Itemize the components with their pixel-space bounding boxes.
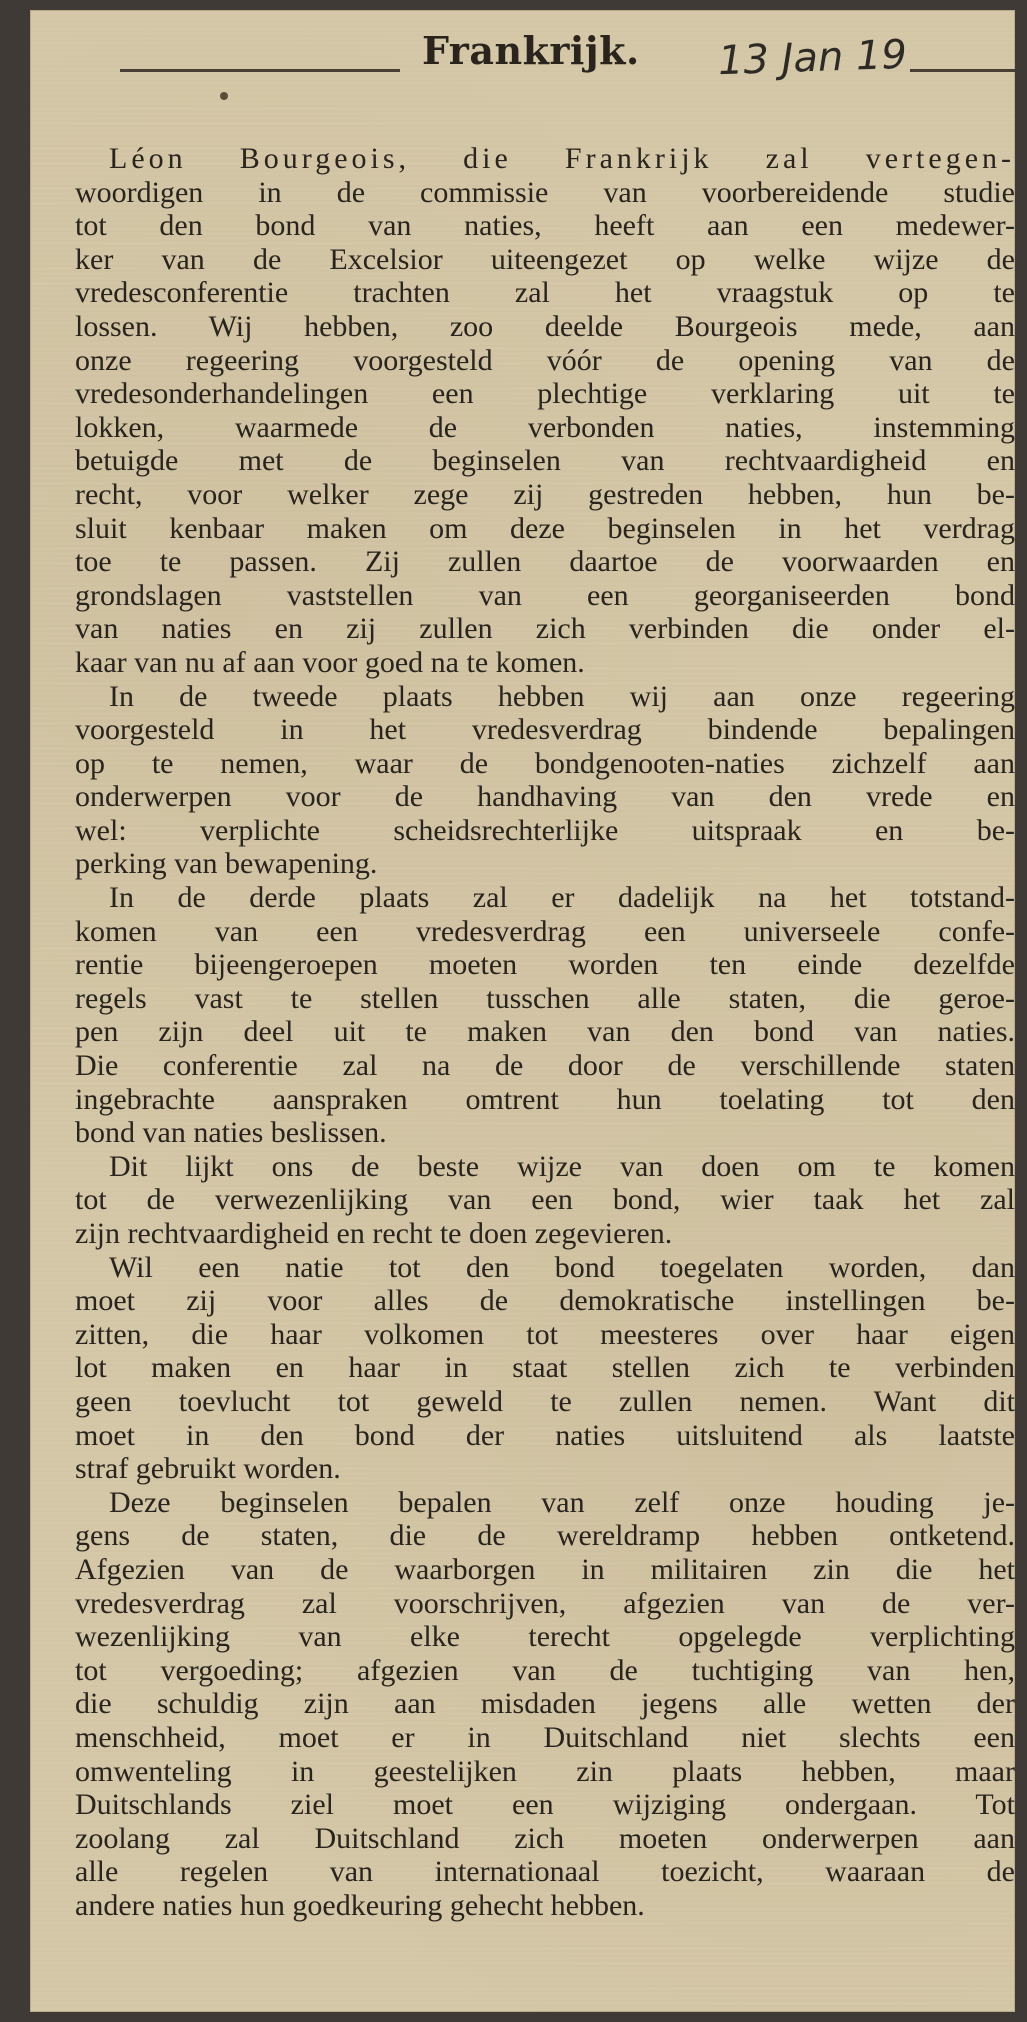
- article-line: Dit lijkt ons de beste wijze van doen om te komen: [109, 1149, 1015, 1183]
- article-line: Wil een natie tot den bond toegelaten worden, dan: [109, 1250, 1015, 1284]
- ink-spot: [220, 92, 228, 100]
- article-line: op te nemen, waar de bondgenooten-naties zichzelf aan: [75, 746, 1015, 780]
- article-line: kaar van nu af aan voor goed na te komen.: [75, 645, 585, 679]
- article-line: Léon Bourgeois, die Frankrijk zal vertegen-: [109, 142, 1015, 175]
- article-line: zijn rechtvaardigheid en recht te doen zegevieren.: [75, 1217, 673, 1250]
- handwritten-date: 13 Jan 19: [717, 31, 908, 85]
- article-line: vredesconferentie trachten zal het vraagstuk op te: [75, 276, 1015, 310]
- newspaper-clipping: [30, 10, 1015, 2012]
- article-line: ingebrachte aanspraken omtrent hun toelating tot den: [75, 1082, 1015, 1116]
- article-line: betuigde met de beginselen van rechtvaardigheid en: [75, 444, 1015, 478]
- article-line: omwenteling in geestelijken zin plaats hebben, maar: [75, 1754, 1015, 1788]
- header-rule-left: [120, 69, 400, 72]
- article-line: ker van de Excelsior uiteengezet op welke wijze de: [75, 242, 1015, 276]
- article-line: regels vast te stellen tusschen alle staten, die geroe-: [75, 981, 1015, 1015]
- article-line: komen van een vredesverdrag een universeele confe-: [75, 914, 1015, 948]
- article-line: moet in den bond der naties uitsluitend als laatste: [75, 1418, 1015, 1452]
- article-line: onze regeering voorgesteld vóór de opening van de: [75, 343, 1015, 377]
- article-line: van naties en zij zullen zich verbinden die onder el-: [75, 612, 1015, 646]
- article-line: zoolang zal Duitschland zich moeten onderwerpen aan: [75, 1821, 1015, 1855]
- article-line: voorgesteld in het vredesverdrag bindende bepalingen: [75, 713, 1015, 747]
- article-line: rentie bijeengeroepen moeten worden ten einde dezelfde: [75, 948, 1015, 982]
- article-line: recht, voor welker zege zij gestreden hebben, hun be-: [75, 477, 1015, 511]
- article-line: woordigen in de commissie van voorbereidende studie: [75, 175, 1015, 209]
- article-line: onderwerpen voor de handhaving van den vrede en: [75, 780, 1015, 814]
- article-body: [75, 142, 1015, 1922]
- article-headline: Frankrijk.: [422, 28, 640, 73]
- article-line: pen zijn deel uit te maken van den bond van naties.: [75, 1015, 1015, 1049]
- article-line: straf gebruikt worden.: [75, 1452, 341, 1486]
- article-line: Afgezien van de waarborgen in militairen zin die het: [75, 1552, 1015, 1586]
- article-line: wezenlijking van elke terecht opgelegde verplichting: [75, 1620, 1015, 1654]
- article-line: zitten, die haar volkomen tot meesteres over haar eigen: [75, 1317, 1015, 1351]
- article-line: tot vergoeding; afgezien van de tuchtiging van hen,: [75, 1653, 1015, 1687]
- article-line: sluit kenbaar maken om deze beginselen in het verdrag: [75, 511, 1015, 545]
- article-line: tot de verwezenlijking van een bond, wier taak het zal: [75, 1183, 1015, 1217]
- article-line: die schuldig zijn aan misdaden jegens alle wetten der: [75, 1687, 1015, 1721]
- article-line: Duitschlands ziel moet een wijziging ondergaan. Tot: [75, 1788, 1015, 1822]
- article-line: lossen. Wij hebben, zoo deelde Bourgeois mede, aan: [75, 309, 1015, 343]
- article-line: bond van naties beslissen.: [75, 1116, 387, 1150]
- article-line: grondslagen vaststellen van een georganiseerden bond: [75, 578, 1015, 612]
- article-line: Deze beginselen bepalen van zelf onze houding je-: [109, 1485, 1015, 1519]
- article-line: alle regelen van internationaal toezicht, waaraan de: [75, 1855, 1015, 1889]
- article-line: lot maken en haar in staat stellen zich te verbinden: [75, 1351, 1015, 1385]
- article-line: vredesverdrag zal voorschrijven, afgezien van de ver-: [75, 1586, 1015, 1620]
- article-line: geen toevlucht tot geweld te zullen nemen. Want dit: [75, 1384, 1015, 1418]
- article-line: Die conferentie zal na de door de verschillende staten: [75, 1049, 1015, 1083]
- article-line: In de derde plaats zal er dadelijk na het totstand-: [109, 881, 1015, 915]
- article-line: lokken, waarmede de verbonden naties, instemming: [75, 410, 1015, 444]
- article-line: perking van bewapening.: [75, 847, 378, 881]
- article-line: andere naties hun goedkeuring gehecht hebben.: [75, 1888, 645, 1922]
- article-line: toe te passen. Zij zullen daartoe de voorwaarden en: [75, 545, 1015, 579]
- article-line: vredesonderhandelingen een plechtige verklaring uit te: [75, 377, 1015, 411]
- article-line: gens de staten, die de wereldramp hebben ontketend.: [75, 1519, 1015, 1553]
- article-line: menschheid, moet er in Duitschland niet slechts een: [75, 1720, 1015, 1754]
- article-line: wel: verplichte scheidsrechterlijke uitspraak en be-: [75, 813, 1015, 847]
- article-line: In de tweede plaats hebben wij aan onze regeering: [109, 679, 1015, 713]
- article-line: tot den bond van naties, heeft aan een medewer-: [75, 209, 1015, 243]
- header-rule-right: [910, 69, 1015, 72]
- article-line: moet zij voor alles de demokratische instellingen be-: [75, 1284, 1015, 1318]
